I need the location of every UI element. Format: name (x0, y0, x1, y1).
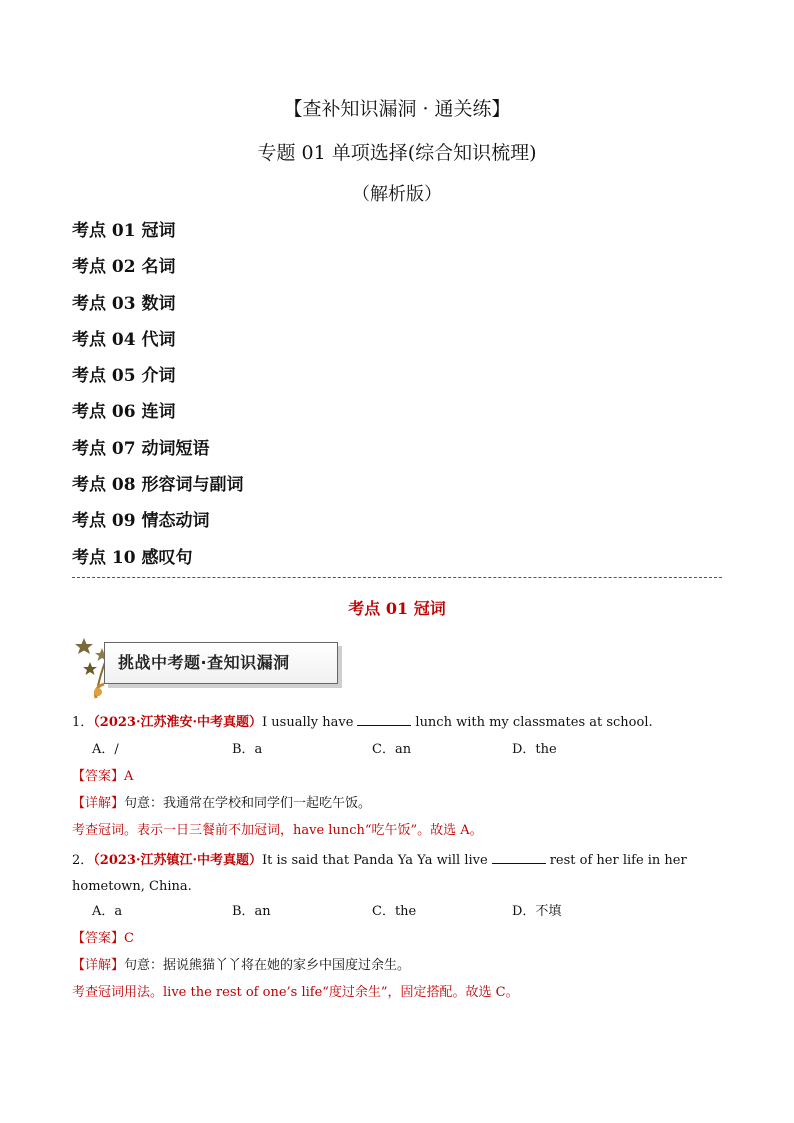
toc-item[interactable]: 考点 05 介词 (72, 366, 176, 387)
question-stem: 1．（2023·江苏淮安·中考真题）I usually have lunch with my classmates at school. (72, 715, 653, 730)
question-source: （2023·江苏镇江·中考真题） (93, 853, 263, 868)
detail-line: 【详解】句意：我通常在学校和同学们一起吃午饭。 (72, 796, 372, 811)
answer-blank (357, 713, 411, 726)
answer-blank (492, 851, 546, 864)
toc-item[interactable]: 考点 02 名词 (72, 257, 176, 278)
option-b[interactable]: B．a (232, 742, 263, 757)
option-b[interactable]: B．an (232, 904, 271, 919)
options-row (72, 740, 722, 767)
section-banner (74, 634, 354, 704)
doc-subtitle: 专题 01 单项选择(综合知识梳理) (257, 142, 537, 164)
toc-item[interactable]: 考点 09 情态动词 (72, 511, 210, 532)
doc-edition: （解析版） (352, 184, 442, 205)
question-source: （2023·江苏淮安·中考真题） (93, 715, 263, 730)
toc-item[interactable]: 考点 04 代词 (72, 329, 176, 350)
question-list (72, 713, 722, 1010)
option-d[interactable]: D．不填 (512, 904, 562, 919)
option-a[interactable]: A．a (92, 904, 123, 919)
option-c[interactable]: C．the (372, 904, 417, 919)
section-title: 考点 01 冠词 (348, 599, 446, 618)
answer-value: C (124, 931, 134, 946)
detail-line: 【详解】句意：据说熊猫丫丫将在她的家乡中国度过余生。 (72, 958, 411, 973)
toc-item[interactable]: 考点 03 数词 (72, 293, 176, 314)
toc-item[interactable]: 考点 01 冠词 (72, 221, 176, 241)
answer-value: A (124, 769, 134, 784)
doc-title: 【查补知识漏洞 · 通关练】 (283, 98, 511, 120)
option-d[interactable]: D．the (512, 742, 557, 757)
option-a[interactable]: A．/ (92, 742, 119, 757)
toc-item[interactable]: 考点 08 形容词与副词 (72, 475, 244, 496)
answer-line: 【答案】C (72, 931, 134, 946)
question-number: 1． (72, 715, 94, 730)
banner-text: 挑战中考题·查知识漏洞 (118, 653, 290, 672)
table-of-contents (72, 219, 244, 582)
toc-item[interactable]: 考点 07 动词短语 (72, 438, 210, 459)
question-stem: 2．（2023·江苏镇江·中考真题）It is said that Panda Ya Ya will live rest of her life in her hometown, China. (72, 853, 687, 894)
explanation-line: 考查冠词用法。live the rest of one’s life“度过余生”，固定搭配。故选 C。 (72, 985, 519, 1000)
options-row (72, 902, 722, 929)
toc-item[interactable]: 考点 10 感叹句 (72, 547, 193, 568)
toc-item[interactable]: 考点 06 连词 (72, 402, 176, 423)
option-c[interactable]: C．an (372, 742, 412, 757)
question-number: 2． (72, 853, 94, 868)
answer-line: 【答案】A (72, 769, 134, 784)
dashed-divider (72, 577, 722, 578)
explanation-line: 考查冠词。表示一日三餐前不加冠词，have lunch“吃午饭”。故选 A。 (72, 823, 483, 838)
